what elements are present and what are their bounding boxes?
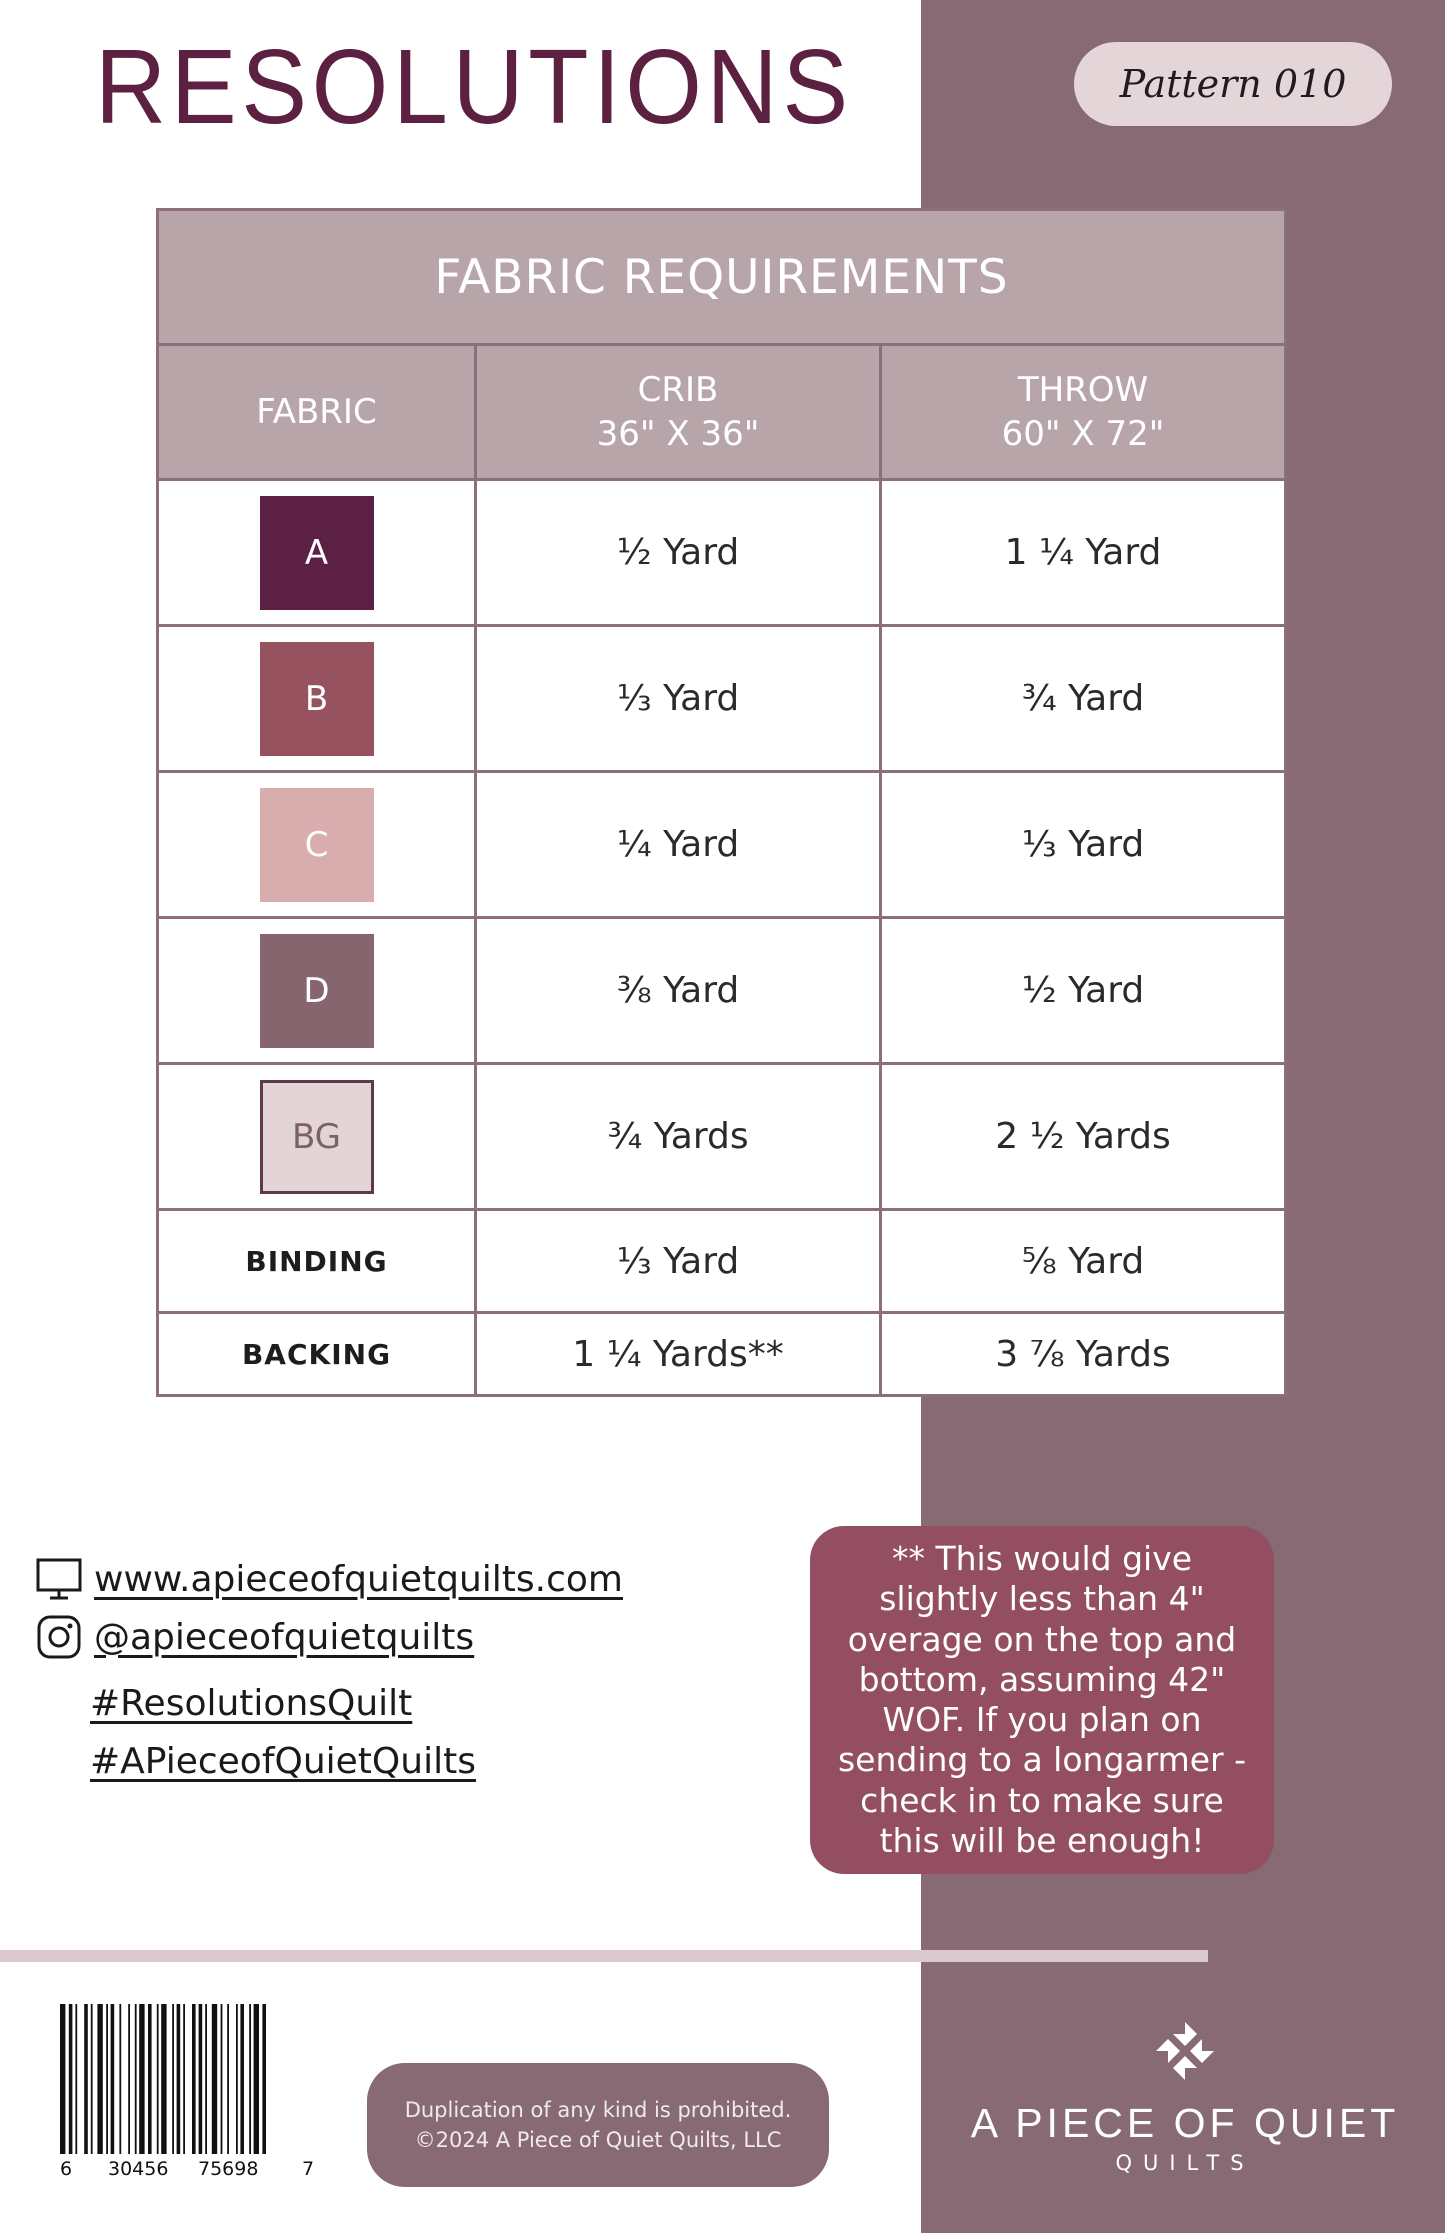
backing-note: ** This would give slightly less than 4" overage on the top and bottom, assuming 42" WOF. If you plan on sending to a longarmer - check in to make sure this will be enough! (810, 1526, 1274, 1874)
throw-amount: 2 ½ Yards (881, 1064, 1286, 1210)
fabric-swatch-bg: BG (260, 1080, 374, 1194)
crib-size: 36" X 36" (596, 414, 760, 454)
crib-amount: ⅓ Yard (476, 626, 881, 772)
throw-label: THROW (1017, 369, 1149, 410)
throw-amount: 3 ⅞ Yards (881, 1313, 1286, 1396)
copyright-line-2: ©2024 A Piece of Quiet Quilts, LLC (414, 2128, 782, 2152)
crib-amount: 1 ¼ Yards** (476, 1313, 881, 1396)
instagram-handle[interactable]: @apieceofquietquilts (94, 1616, 475, 1658)
table-row-backing (158, 1313, 1286, 1396)
barcode-digit: 30456 (108, 2158, 169, 2180)
pattern-number-badge: Pattern 010 (1074, 42, 1392, 126)
table-row-fabric-a (158, 480, 1286, 626)
throw-amount: 1 ¼ Yard (881, 480, 1286, 626)
throw-amount: ⅝ Yard (881, 1210, 1286, 1313)
page-title: RESOLUTIONS (95, 28, 853, 146)
brand-subtitle: QUILTS (1115, 2151, 1255, 2175)
column-header-throw (881, 345, 1286, 480)
hashtag-resolutions-quilt[interactable]: #ResolutionsQuilt (90, 1682, 413, 1724)
crib-amount: ⅜ Yard (476, 918, 881, 1064)
brand-logo (965, 2018, 1405, 2198)
barcode-digit: 7 (302, 2158, 315, 2180)
binding-label: BINDING (158, 1210, 476, 1313)
monitor-icon (32, 1555, 86, 1603)
crib-label: CRIB (637, 369, 719, 410)
crib-amount: ⅓ Yard (476, 1210, 881, 1313)
barcode-digit: 6 (60, 2158, 73, 2180)
barcode-image (60, 2004, 320, 2179)
table-row-binding (158, 1210, 1286, 1313)
column-header-fabric: FABRIC (158, 345, 476, 480)
instagram-icon (32, 1613, 86, 1661)
throw-amount: ½ Yard (881, 918, 1286, 1064)
backing-label: BACKING (158, 1313, 476, 1396)
fabric-swatch-b: B (260, 642, 374, 756)
website-link-row[interactable] (32, 1550, 623, 1608)
crib-amount: ¾ Yards (476, 1064, 881, 1210)
hashtag-apieceofquietquilts[interactable]: #APieceofQuietQuilts (90, 1740, 476, 1782)
table-row-fabric-d (158, 918, 1286, 1064)
crib-amount: ½ Yard (476, 480, 881, 626)
throw-amount: ¾ Yard (881, 626, 1286, 772)
crib-amount: ¼ Yard (476, 772, 881, 918)
table-row-fabric-b (158, 626, 1286, 772)
barcode-digit: 75698 (198, 2158, 259, 2180)
copyright-line-1: Duplication of any kind is prohibited. (404, 2097, 792, 2122)
throw-amount: ⅓ Yard (881, 772, 1286, 918)
table-row-fabric-bg (158, 1064, 1286, 1210)
fabric-swatch-a: A (260, 496, 374, 610)
fabric-requirements-table (156, 208, 1287, 1397)
table-title: FABRIC REQUIREMENTS (158, 210, 1286, 345)
throw-size: 60" X 72" (1001, 414, 1165, 454)
table-row-fabric-c (158, 772, 1286, 918)
column-header-crib (476, 345, 881, 480)
contact-links (32, 1550, 623, 1790)
instagram-link-row[interactable] (32, 1608, 623, 1666)
brand-name: A PIECE OF QUIET (970, 2100, 1400, 2146)
fabric-swatch-c: C (260, 788, 374, 902)
hashtag-row[interactable] (32, 1674, 623, 1732)
hashtag-row[interactable] (32, 1732, 623, 1790)
website-link[interactable]: www.apieceofquietquilts.com (94, 1558, 623, 1600)
divider-line (0, 1950, 1208, 1962)
pinwheel-logo-icon (1152, 2018, 1218, 2084)
fabric-swatch-d: D (260, 934, 374, 1048)
copyright-notice (367, 2063, 829, 2187)
